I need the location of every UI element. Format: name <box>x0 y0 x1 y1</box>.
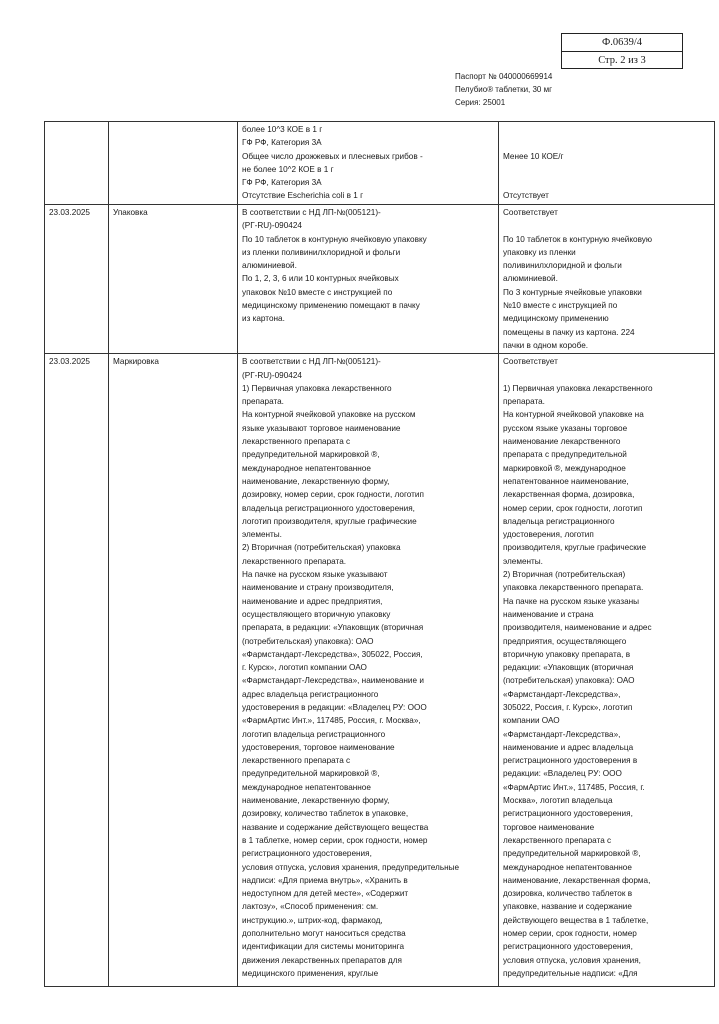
norm-line: препарата, в редакции: «Упаковщик (вторичная <box>242 623 424 633</box>
norm-line: Отсутствие Escherichia coli в 1 г <box>242 191 364 201</box>
result-line: номер серии, срок годности, номер <box>503 929 637 939</box>
result-line: помещены в пачку из картона. 224 <box>503 327 635 337</box>
result-line: лекарственная форма, дозировка, <box>503 490 635 500</box>
norm-line: из картона. <box>242 314 285 324</box>
result-line <box>503 219 710 232</box>
norm-line: идентификации для системы мониторинга <box>242 942 405 952</box>
norm-line: элементы. <box>242 530 282 540</box>
form-code-box <box>561 33 683 69</box>
result-line: непатентованное наименование, <box>503 476 629 486</box>
result-line: предприятия, осуществляющего <box>503 636 627 646</box>
passport-number: Паспорт № 040000669914 <box>455 72 553 81</box>
result-line: дозировка, количество таблеток в <box>503 889 633 899</box>
result-line: 2) Вторичная (потребительская) <box>503 570 626 580</box>
norm-line: наименование, лекарственную форму, <box>242 476 390 486</box>
norm-line: адрес владельца регистрационного <box>242 689 379 699</box>
indicator-cell <box>109 122 238 205</box>
norm-line: 2) Вторичная (потребительская) упаковка <box>242 543 401 553</box>
norm-line: В соответствии с НД ЛП-№(005121)- <box>242 357 381 367</box>
table-row <box>45 122 715 205</box>
result-line: медицинскому применению <box>503 314 609 324</box>
result-line: производителя, круглые графические <box>503 543 647 553</box>
result-line: 1) Первичная упаковка лекарственного <box>503 383 653 393</box>
norm-cell <box>238 122 499 205</box>
norm-line: дозировку, количество таблеток в упаковке, <box>242 809 409 819</box>
result-line: регистрационного удостоверения, <box>503 942 633 952</box>
norm-line: «ФармАртис Инт.», 117485, Россия, г. Москва», <box>242 716 421 726</box>
indicator-cell: Маркировка <box>109 354 238 987</box>
result-line <box>503 176 710 189</box>
norm-line: логотип производителя, круглые графические <box>242 516 417 526</box>
norm-line: наименование и адрес предприятия, <box>242 596 383 606</box>
result-line: регистрационного удостоверения, <box>503 809 633 819</box>
result-line: На контурной ячейковой упаковке на <box>503 410 644 420</box>
norm-line: более 10^3 КОЕ в 1 г <box>242 125 323 134</box>
norm-line: лекарственного препарата. <box>242 556 347 566</box>
norm-line: в 1 таблетке, номер серии, срок годности, номер <box>242 835 428 845</box>
norm-line: дозировку, номер серии, срок годности, логотип <box>242 490 424 500</box>
result-line: русском языке указаны торговое <box>503 423 628 433</box>
result-line: производителя, наименование и адрес <box>503 623 652 633</box>
norm-line: лактозу», «Способ применения: см. <box>242 902 379 912</box>
batch-series: Серия: 25001 <box>455 98 506 107</box>
result-line: (потребительская) упаковка): ОАО <box>503 676 635 686</box>
norm-line: не более 10^2 КОЕ в 1 г <box>242 164 334 174</box>
result-cell <box>499 354 715 987</box>
norm-line: международное непатентованное <box>242 782 371 792</box>
result-line: пачки в одном коробе. <box>503 340 589 350</box>
norm-line: удостоверения, торговое наименование <box>242 742 395 752</box>
result-line <box>503 369 710 382</box>
result-line: элементы. <box>503 556 543 566</box>
result-line: Москва», логотип владельца <box>503 796 613 806</box>
result-line: препарата с предупредительной <box>503 450 627 460</box>
table-row <box>45 205 715 354</box>
result-line: редакции: «Упаковщик (вторичная <box>503 663 634 673</box>
result-line: предупредительные надписи: «Для <box>503 968 638 978</box>
norm-line: На пачке на русском языке указывают <box>242 570 388 580</box>
result-line: упаковку из пленки <box>503 247 576 257</box>
indicator-cell: Упаковка <box>109 205 238 354</box>
result-line: номер серии, срок годности, логотип <box>503 503 643 513</box>
passport-header <box>455 70 552 109</box>
norm-line: ГФ РФ, Категория 3А <box>242 138 322 148</box>
result-line: действующего вещества в 1 таблетке, <box>503 915 649 925</box>
norm-line: надписи: «Для приема внутрь», «Хранить в <box>242 875 408 885</box>
result-line: предупредительной маркировкой ®, <box>503 849 641 859</box>
result-line <box>503 163 710 176</box>
norm-line: название и содержание действующего вещества <box>242 822 429 832</box>
norm-line: лекарственного препарата с <box>242 756 351 766</box>
norm-line: «Фармстандарт-Лексредства», 305022, Россия, <box>242 649 423 659</box>
result-line: регистрационного удостоверения в <box>503 756 638 766</box>
result-line: №10 вместе с инструкцией по <box>503 301 618 311</box>
norm-line: 1) Первичная упаковка лекарственного <box>242 383 392 393</box>
norm-line: языке указывают торговое наименование <box>242 423 401 433</box>
result-line: Менее 10 КОЕ/г <box>503 151 564 161</box>
norm-line: инструкцию.», штрих-код, фармакод, <box>242 915 383 925</box>
result-line: препарата. <box>503 397 545 407</box>
norm-line: медицинского применения, круглые <box>242 968 379 978</box>
page-number: Стр. 2 из 3 <box>562 51 682 69</box>
norm-line: (РГ-RU)-090424 <box>242 370 302 380</box>
norm-line: осуществляющего вторичную упаковку <box>242 609 391 619</box>
norm-line: По 10 таблеток в контурную ячейковую упаковку <box>242 234 427 244</box>
norm-line: логотип владельца регистрационного <box>242 729 386 739</box>
norm-line: На контурной ячейковой упаковке на русском <box>242 410 416 420</box>
norm-line: предупредительной маркировкой ®, <box>242 769 380 779</box>
norm-line: (РГ-RU)-090424 <box>242 221 302 231</box>
result-line <box>503 136 710 149</box>
norm-line: условия отпуска, условия хранения, предупредительные <box>242 862 460 872</box>
date-cell: 23.03.2025 <box>45 354 109 987</box>
norm-line: (потребительская) упаковка): ОАО <box>242 636 374 646</box>
result-line: «Фармстандарт-Лексредства», <box>503 729 621 739</box>
result-cell <box>499 122 715 205</box>
result-line: международное непатентованное <box>503 862 632 872</box>
result-line: условия отпуска, условия хранения, <box>503 955 641 965</box>
norm-line: предупредительной маркировкой ®, <box>242 450 380 460</box>
result-line: 305022, Россия, г. Курск», логотип <box>503 702 633 712</box>
norm-line: международное непатентованное <box>242 463 371 473</box>
analysis-table <box>44 121 715 987</box>
date-cell: 23.03.2025 <box>45 205 109 354</box>
result-line: торговое наименование <box>503 822 595 832</box>
result-line: Соответствует <box>503 208 558 217</box>
result-line: «ФармАртис Инт.», 117485, Россия, г. <box>503 782 645 792</box>
norm-cell <box>238 205 499 354</box>
result-line: Соответствует <box>503 357 558 367</box>
result-line: наименование и адрес владельца <box>503 742 634 752</box>
result-line: владельца регистрационного <box>503 516 615 526</box>
result-line: По 10 таблеток в контурную ячейковую <box>503 234 653 244</box>
result-line: упаковке, название и содержание <box>503 902 632 912</box>
result-line: наименование лекарственного <box>503 437 621 447</box>
table-row <box>45 354 715 987</box>
result-line: наименование, лекарственная форма, <box>503 875 651 885</box>
date-cell <box>45 122 109 205</box>
result-line: На пачке на русском языке указаны <box>503 596 640 606</box>
result-line <box>503 123 710 136</box>
norm-line: дополнительно могут наноситься средства <box>242 929 406 939</box>
norm-line: алюминиевой. <box>242 261 297 271</box>
norm-cell <box>238 354 499 987</box>
result-line: упаковка лекарственного препарата. <box>503 583 644 593</box>
norm-line: Общее число дрожжевых и плесневых грибов - <box>242 151 423 161</box>
product-name: Пелубио® таблетки, 30 мг <box>455 85 553 94</box>
result-line: поливинилхлоридной и фольги <box>503 261 622 271</box>
result-line: По 3 контурные ячейковые упаковки <box>503 287 642 297</box>
result-line: маркировкой ®, международное <box>503 463 626 473</box>
result-line: алюминиевой. <box>503 274 558 284</box>
norm-line: лекарственного препарата с <box>242 437 351 447</box>
result-cell <box>499 205 715 354</box>
norm-line: удостоверения в редакции: «Владелец РУ: ООО <box>242 702 427 712</box>
norm-line: медицинскому применению помещают в пачку <box>242 301 420 311</box>
result-line: редакции: «Владелец РУ: ООО <box>503 769 622 779</box>
result-line: лекарственного препарата с <box>503 835 612 845</box>
result-line: компании ОАО <box>503 716 560 726</box>
norm-line: регистрационного удостоверения, <box>242 849 372 859</box>
result-line: удостоверения, логотип <box>503 530 594 540</box>
norm-line: По 1, 2, 3, 6 или 10 контурных ячейковых <box>242 274 399 284</box>
result-line: «Фармстандарт-Лексредства», <box>503 689 621 699</box>
norm-line: недоступном для детей месте», «Содержит <box>242 889 409 899</box>
norm-line: В соответствии с НД ЛП-№(005121)- <box>242 208 381 217</box>
norm-line: упаковок №10 вместе с инструкцией по <box>242 287 393 297</box>
norm-line: ГФ РФ, Категория 3А <box>242 178 322 188</box>
result-line: вторичную упаковку препарата, в <box>503 649 631 659</box>
norm-line: владельца регистрационного удостоверения, <box>242 503 415 513</box>
norm-line: г. Курск», логотип компании ОАО <box>242 663 367 673</box>
norm-line: наименование и страну производителя, <box>242 583 394 593</box>
norm-line: наименование, лекарственную форму, <box>242 796 390 806</box>
result-line: наименование и страна <box>503 609 594 619</box>
result-line: Отсутствует <box>503 191 549 201</box>
norm-line: «Фармстандарт-Лексредства», наименование и <box>242 676 424 686</box>
norm-line: из пленки поливинилхлоридной и фольги <box>242 247 401 257</box>
form-code: Ф.0639/4 <box>601 37 643 48</box>
norm-line: препарата. <box>242 397 284 407</box>
norm-line: движения лекарственных препаратов для <box>242 955 402 965</box>
